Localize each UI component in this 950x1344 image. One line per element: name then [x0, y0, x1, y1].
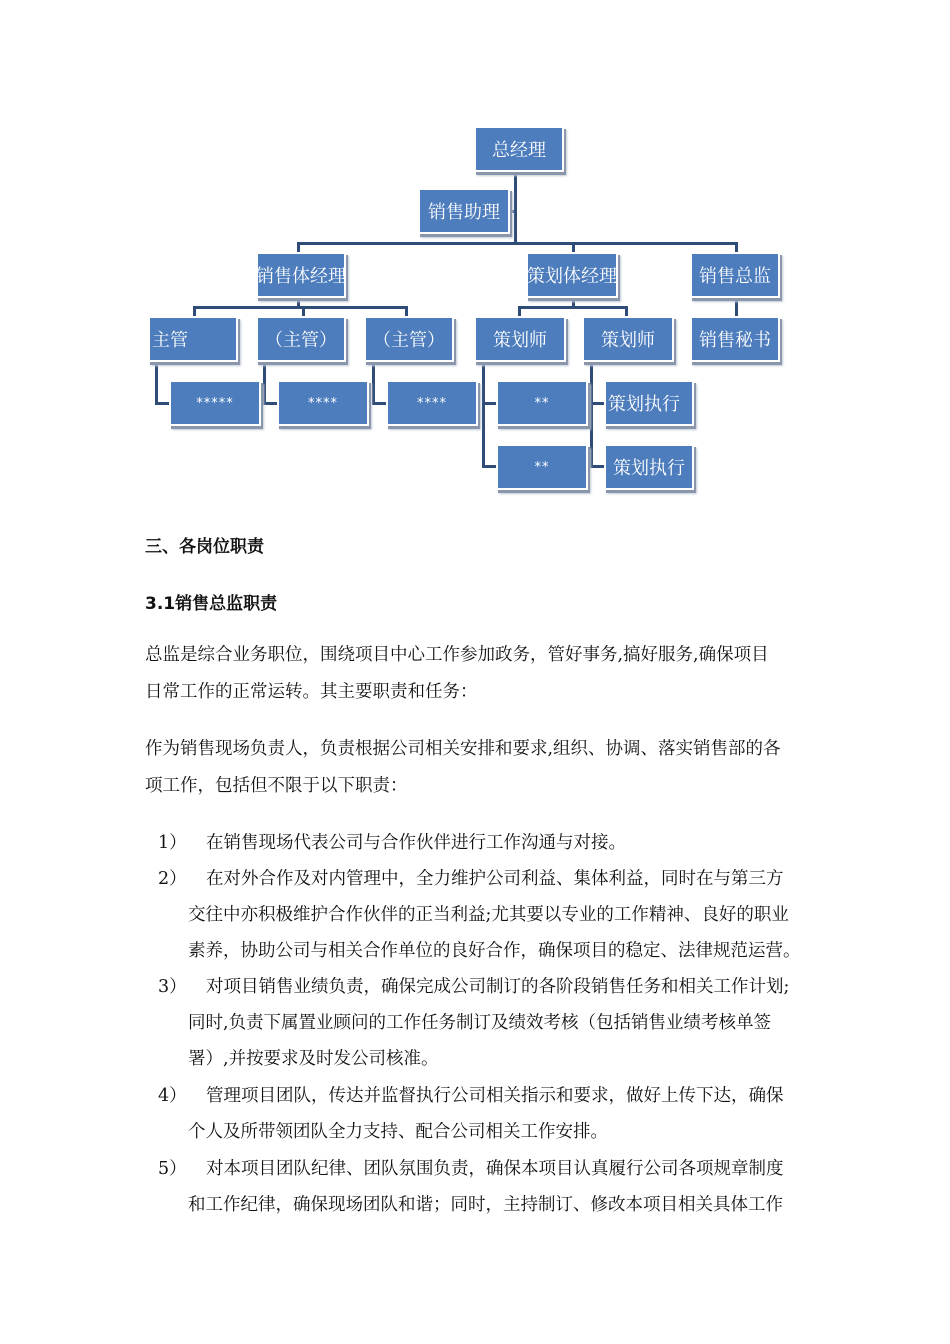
text-line: 项工作，包括但不限于以下职责：: [145, 776, 408, 796]
org-node-member: ****: [386, 380, 478, 426]
org-node-member: ****: [277, 380, 369, 426]
list-item: [158, 1151, 858, 1223]
text-line: 管理项目团队，传达并监督执行公司相关指示和要求，做好上传下达，确保: [206, 1086, 784, 1106]
text-line: 在对外合作及对内管理中，全力维护公司利益、集体利益，同时在与第三方: [206, 869, 784, 889]
list-item: [158, 969, 858, 1077]
text-line: 对本项目团队纪律、团队氛围负责，确保本项目认真履行公司各项规章制度: [206, 1159, 784, 1179]
text-line: 对项目销售业绩负责，确保完成公司制订的各阶段销售任务和相关工作计划;: [206, 977, 790, 997]
org-chart: [0, 0, 950, 510]
text-line: 素养，协助公司与相关合作单位的良好合作，确保项目的稳定、法律规范运营。: [188, 941, 801, 961]
connector: [297, 242, 737, 245]
org-node-planner: 策划师: [474, 316, 566, 362]
list-number: 3）: [158, 977, 187, 997]
connector: [372, 362, 375, 404]
org-node-supervisor: （主管）: [364, 316, 454, 362]
intro-paragraph: [145, 637, 855, 711]
org-node-sales-director: 销售总监: [690, 252, 780, 298]
org-node-assistant: 销售助理: [418, 188, 510, 234]
section-subheading: 3.1销售总监职责: [145, 594, 278, 614]
text-line: 署）,并按要求及时发公司核准。: [188, 1049, 439, 1069]
org-node-planning-member: **: [496, 380, 588, 426]
org-node-planning-exec: 策划执行: [604, 380, 694, 426]
list-number: 5）: [158, 1159, 187, 1179]
org-node-member: *****: [169, 380, 261, 426]
org-node-planning-member: **: [496, 444, 588, 490]
text-line: 交往中亦积极维护合作伙伴的正当利益;尤其要以专业的工作精神、良好的职业: [188, 905, 789, 925]
org-node-planner: 策划师: [582, 316, 674, 362]
org-node-planning-exec: 策划执行: [604, 444, 694, 490]
list-number: 4）: [158, 1086, 187, 1106]
connector: [514, 172, 517, 244]
responsibility-paragraph: [145, 731, 855, 805]
org-node-secretary: 销售秘书: [690, 316, 780, 362]
org-node-supervisor: （主管）: [256, 316, 346, 362]
connector: [482, 362, 485, 468]
org-node-supervisor: 主管: [148, 316, 238, 362]
org-node-planning-manager: 策划体经理: [526, 252, 618, 298]
text-line: 作为销售现场负责人，负责根据公司相关安排和要求,组织、协调、落实销售部的各: [145, 739, 781, 759]
text-line: 个人及所带领团队全力支持、配合公司相关工作安排。: [188, 1122, 608, 1142]
connector: [509, 210, 517, 213]
connector: [193, 306, 408, 309]
connector: [735, 298, 738, 318]
list-number: 1）: [158, 833, 187, 853]
connector: [263, 362, 266, 404]
list-number: 2）: [158, 869, 187, 889]
text-line: 和工作纪律，确保现场团队和谐；同时，主持制订、修改本项目相关具体工作: [188, 1195, 783, 1215]
list-item: [158, 861, 858, 969]
org-node-sales-manager: 销售体经理: [256, 252, 346, 298]
list-item: [158, 1078, 858, 1150]
list-item: [158, 825, 858, 861]
section-heading: 三、各岗位职责: [145, 537, 264, 557]
text-line: 日常工作的正常运转。其主要职责和任务：: [145, 682, 478, 702]
text-line: 在销售现场代表公司与合作伙伴进行工作沟通与对接。: [206, 833, 626, 853]
connector: [155, 362, 158, 404]
connector: [518, 306, 628, 309]
org-node-root: 总经理: [474, 126, 564, 172]
text-line: 同时,负责下属置业顾问的工作任务制订及绩效考核（包括销售业绩考核单签: [188, 1013, 772, 1033]
text-line: 总监是综合业务职位，围绕项目中心工作参加政务，管好事务,搞好服务,确保项目: [145, 645, 769, 665]
connector: [590, 362, 593, 468]
